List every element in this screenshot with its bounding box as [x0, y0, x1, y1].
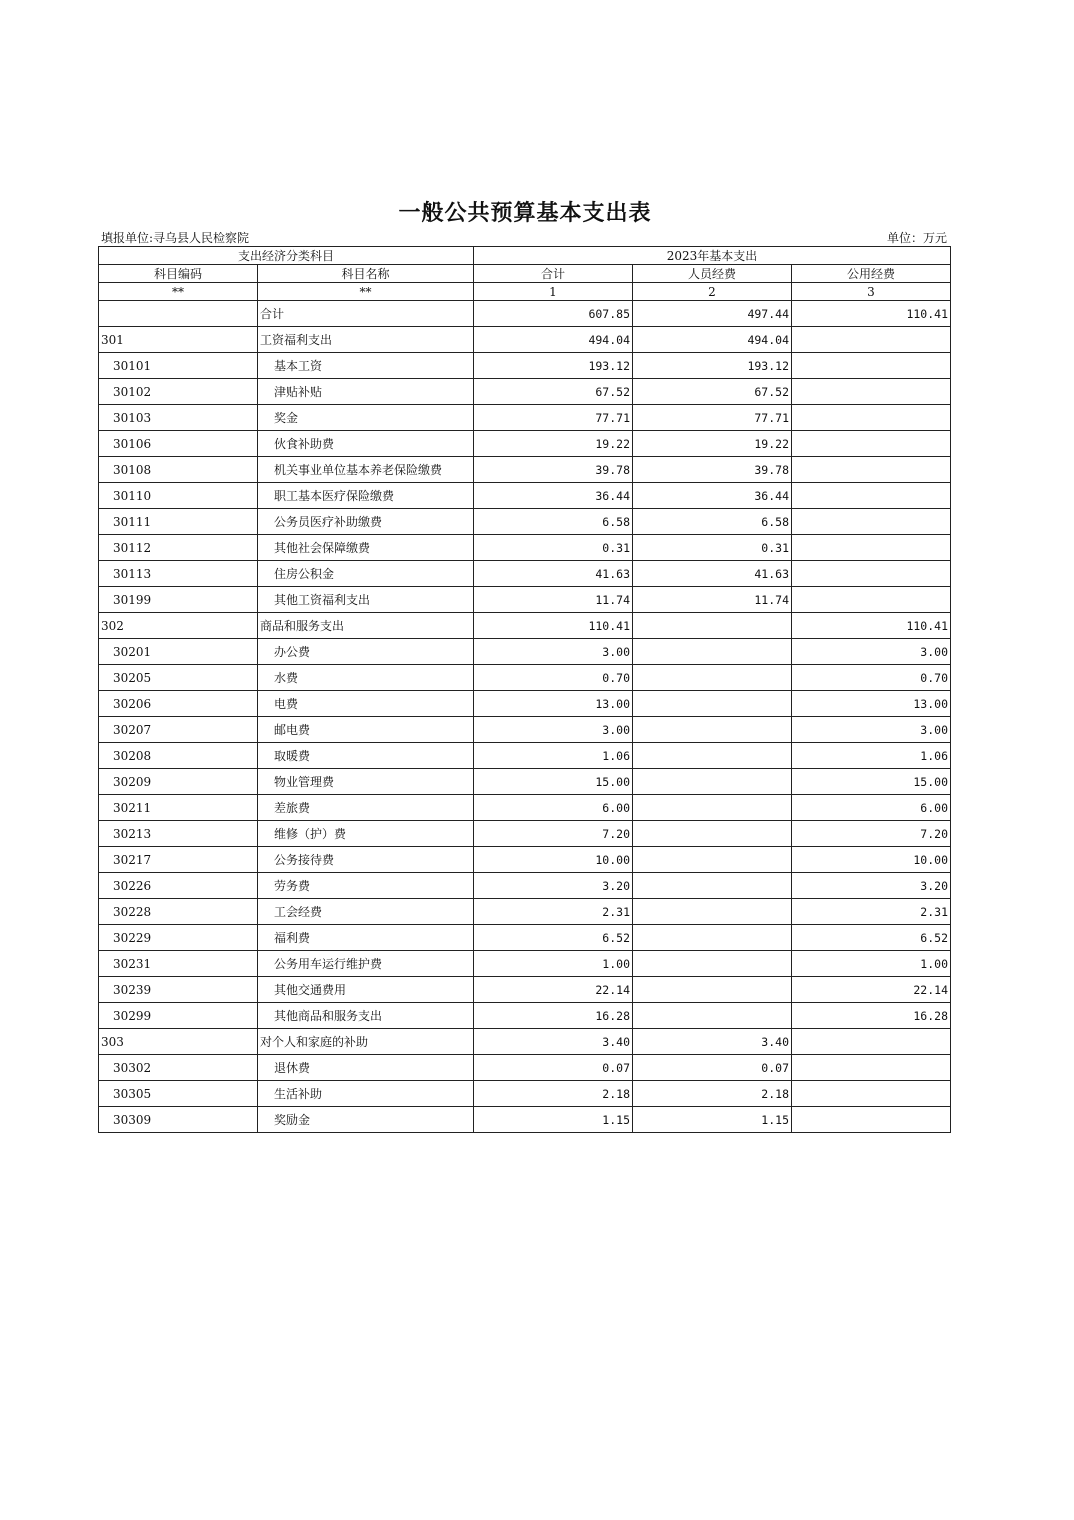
row-name: 工会经费: [258, 899, 474, 925]
row-total: 0.70: [474, 665, 633, 691]
row-public: 13.00: [792, 691, 951, 717]
table-row: [99, 483, 951, 509]
table-row: [99, 613, 951, 639]
header-index-row: [99, 283, 951, 301]
table-row: [99, 301, 951, 327]
row-public: [792, 353, 951, 379]
row-code: 30239: [99, 977, 258, 1003]
currency-unit: 单位：万元: [886, 231, 947, 245]
row-code: 30102: [99, 379, 258, 405]
row-name: 商品和服务支出: [258, 613, 474, 639]
row-code: 30199: [99, 587, 258, 613]
row-public: 16.28: [792, 1003, 951, 1029]
table-row: [99, 795, 951, 821]
row-public: [792, 1029, 951, 1055]
row-personnel: 3.40: [633, 1029, 792, 1055]
table-row: [99, 405, 951, 431]
row-personnel: 11.74: [633, 587, 792, 613]
row-total: 77.71: [474, 405, 633, 431]
row-public: [792, 327, 951, 353]
row-public: [792, 561, 951, 587]
table-row: [99, 457, 951, 483]
table-row: [99, 665, 951, 691]
table-row: [99, 899, 951, 925]
row-name: 伙食补助费: [258, 431, 474, 457]
row-code: 30299: [99, 1003, 258, 1029]
row-personnel: [633, 743, 792, 769]
row-total: 41.63: [474, 561, 633, 587]
row-code: 30207: [99, 717, 258, 743]
row-personnel: [633, 613, 792, 639]
row-total: 15.00: [474, 769, 633, 795]
row-code: 30302: [99, 1055, 258, 1081]
table-row: [99, 509, 951, 535]
row-total: 36.44: [474, 483, 633, 509]
row-code: 30309: [99, 1107, 258, 1133]
row-public: 3.00: [792, 717, 951, 743]
table-row: [99, 431, 951, 457]
row-total: 6.00: [474, 795, 633, 821]
row-code: 30229: [99, 925, 258, 951]
row-total: 13.00: [474, 691, 633, 717]
row-public: 0.70: [792, 665, 951, 691]
row-code: 30305: [99, 1081, 258, 1107]
row-total: 1.00: [474, 951, 633, 977]
row-total: 193.12: [474, 353, 633, 379]
row-personnel: [633, 639, 792, 665]
row-public: [792, 457, 951, 483]
row-code: 30111: [99, 509, 258, 535]
row-code: 30206: [99, 691, 258, 717]
header-group-row: [99, 247, 951, 265]
row-public: [792, 483, 951, 509]
row-code: 30101: [99, 353, 258, 379]
row-code: 30228: [99, 899, 258, 925]
row-public: 2.31: [792, 899, 951, 925]
reporting-unit: 填报单位:寻乌县人民检察院: [101, 231, 250, 245]
row-name: 机关事业单位基本养老保险缴费: [258, 457, 474, 483]
row-personnel: [633, 691, 792, 717]
budget-table: [98, 246, 951, 1133]
index-personnel: 2: [633, 283, 792, 301]
row-personnel: [633, 769, 792, 795]
row-public: 22.14: [792, 977, 951, 1003]
row-public: 110.41: [792, 301, 951, 327]
row-total: 3.40: [474, 1029, 633, 1055]
table-row: [99, 535, 951, 561]
row-name: 物业管理费: [258, 769, 474, 795]
row-code: 30106: [99, 431, 258, 457]
row-public: [792, 509, 951, 535]
row-personnel: 41.63: [633, 561, 792, 587]
header-total: 合计: [474, 265, 633, 283]
row-public: [792, 405, 951, 431]
row-total: 3.00: [474, 717, 633, 743]
row-total: 607.85: [474, 301, 633, 327]
index-name: **: [258, 283, 474, 301]
row-personnel: 497.44: [633, 301, 792, 327]
row-public: 6.00: [792, 795, 951, 821]
row-code: 30211: [99, 795, 258, 821]
table-row: [99, 743, 951, 769]
row-public: [792, 587, 951, 613]
row-code: 30217: [99, 847, 258, 873]
row-name: 电费: [258, 691, 474, 717]
table-row: [99, 925, 951, 951]
row-personnel: [633, 899, 792, 925]
row-personnel: [633, 795, 792, 821]
table-row: [99, 951, 951, 977]
row-personnel: 19.22: [633, 431, 792, 457]
row-code: 30112: [99, 535, 258, 561]
header-group-basic-expenditure: 2023年基本支出: [474, 247, 951, 265]
row-total: 0.07: [474, 1055, 633, 1081]
table-row: [99, 561, 951, 587]
row-personnel: [633, 717, 792, 743]
row-name: 其他交通费用: [258, 977, 474, 1003]
row-personnel: 0.31: [633, 535, 792, 561]
header-name: 科目名称: [258, 265, 474, 283]
row-total: 2.18: [474, 1081, 633, 1107]
table-row: [99, 691, 951, 717]
row-code: 302: [99, 613, 258, 639]
row-public: [792, 535, 951, 561]
row-public: 1.00: [792, 951, 951, 977]
index-total: 1: [474, 283, 633, 301]
table-row: [99, 873, 951, 899]
row-public: 6.52: [792, 925, 951, 951]
row-name: 公务用车运行维护费: [258, 951, 474, 977]
table-row: [99, 1107, 951, 1133]
table-row: [99, 327, 951, 353]
row-personnel: 77.71: [633, 405, 792, 431]
table-row: [99, 639, 951, 665]
row-personnel: 494.04: [633, 327, 792, 353]
table-row: [99, 847, 951, 873]
row-total: 0.31: [474, 535, 633, 561]
row-code: 30201: [99, 639, 258, 665]
table-row: [99, 379, 951, 405]
row-personnel: [633, 821, 792, 847]
row-total: 19.22: [474, 431, 633, 457]
row-name: 住房公积金: [258, 561, 474, 587]
table-row: [99, 353, 951, 379]
row-total: 16.28: [474, 1003, 633, 1029]
row-code: 30231: [99, 951, 258, 977]
row-public: 15.00: [792, 769, 951, 795]
row-personnel: 1.15: [633, 1107, 792, 1133]
row-name: 退休费: [258, 1055, 474, 1081]
row-total: 3.00: [474, 639, 633, 665]
row-name: 水费: [258, 665, 474, 691]
row-public: [792, 1081, 951, 1107]
row-total: 7.20: [474, 821, 633, 847]
row-personnel: 2.18: [633, 1081, 792, 1107]
row-total: 6.58: [474, 509, 633, 535]
header-code: 科目编码: [99, 265, 258, 283]
row-public: [792, 379, 951, 405]
table-row: [99, 1029, 951, 1055]
header-personnel: 人员经费: [633, 265, 792, 283]
index-public: 3: [792, 283, 951, 301]
row-code: 30110: [99, 483, 258, 509]
table-row: [99, 587, 951, 613]
row-name: 其他工资福利支出: [258, 587, 474, 613]
row-personnel: 36.44: [633, 483, 792, 509]
row-public: [792, 1055, 951, 1081]
row-total: 110.41: [474, 613, 633, 639]
row-total: 39.78: [474, 457, 633, 483]
row-personnel: 67.52: [633, 379, 792, 405]
row-public: 7.20: [792, 821, 951, 847]
header-column-row: [99, 265, 951, 283]
row-name: 合计: [258, 301, 474, 327]
row-code: 30213: [99, 821, 258, 847]
row-public: 1.06: [792, 743, 951, 769]
table-row: [99, 821, 951, 847]
row-public: 110.41: [792, 613, 951, 639]
row-total: 1.15: [474, 1107, 633, 1133]
row-public: [792, 1107, 951, 1133]
table-row: [99, 1003, 951, 1029]
row-total: 494.04: [474, 327, 633, 353]
row-name: 其他社会保障缴费: [258, 535, 474, 561]
row-name: 差旅费: [258, 795, 474, 821]
row-code: 30205: [99, 665, 258, 691]
row-name: 公务员医疗补助缴费: [258, 509, 474, 535]
row-name: 劳务费: [258, 873, 474, 899]
row-name: 取暖费: [258, 743, 474, 769]
row-code: 30208: [99, 743, 258, 769]
row-personnel: [633, 977, 792, 1003]
row-name: 邮电费: [258, 717, 474, 743]
row-public: 3.20: [792, 873, 951, 899]
row-name: 办公费: [258, 639, 474, 665]
row-personnel: 39.78: [633, 457, 792, 483]
row-public: 3.00: [792, 639, 951, 665]
row-code: 30113: [99, 561, 258, 587]
row-total: 6.52: [474, 925, 633, 951]
row-name: 对个人和家庭的补助: [258, 1029, 474, 1055]
row-personnel: [633, 951, 792, 977]
row-personnel: [633, 847, 792, 873]
header-group-classification: 支出经济分类科目: [99, 247, 474, 265]
table-row: [99, 1055, 951, 1081]
row-name: 奖金: [258, 405, 474, 431]
row-code: 30103: [99, 405, 258, 431]
table-row: [99, 769, 951, 795]
row-code: 301: [99, 327, 258, 353]
row-name: 基本工资: [258, 353, 474, 379]
row-personnel: [633, 1003, 792, 1029]
table-row: [99, 717, 951, 743]
row-name: 公务接待费: [258, 847, 474, 873]
row-name: 福利费: [258, 925, 474, 951]
row-personnel: 0.07: [633, 1055, 792, 1081]
row-personnel: [633, 665, 792, 691]
header-public: 公用经费: [792, 265, 951, 283]
index-code: **: [99, 283, 258, 301]
row-name: 其他商品和服务支出: [258, 1003, 474, 1029]
row-total: 10.00: [474, 847, 633, 873]
row-personnel: 193.12: [633, 353, 792, 379]
row-total: 1.06: [474, 743, 633, 769]
table-row: [99, 1081, 951, 1107]
row-name: 生活补助: [258, 1081, 474, 1107]
row-name: 津贴补贴: [258, 379, 474, 405]
row-name: 维修（护）费: [258, 821, 474, 847]
row-name: 奖励金: [258, 1107, 474, 1133]
row-public: 10.00: [792, 847, 951, 873]
row-personnel: 6.58: [633, 509, 792, 535]
row-code: 30209: [99, 769, 258, 795]
row-code: [99, 301, 258, 327]
row-total: 3.20: [474, 873, 633, 899]
row-total: 2.31: [474, 899, 633, 925]
row-personnel: [633, 873, 792, 899]
row-personnel: [633, 925, 792, 951]
row-total: 67.52: [474, 379, 633, 405]
row-total: 22.14: [474, 977, 633, 1003]
page-title: 一般公共预算基本支出表: [398, 200, 652, 226]
row-total: 11.74: [474, 587, 633, 613]
row-name: 职工基本医疗保险缴费: [258, 483, 474, 509]
row-code: 30108: [99, 457, 258, 483]
row-code: 303: [99, 1029, 258, 1055]
row-name: 工资福利支出: [258, 327, 474, 353]
row-code: 30226: [99, 873, 258, 899]
row-public: [792, 431, 951, 457]
table-row: [99, 977, 951, 1003]
